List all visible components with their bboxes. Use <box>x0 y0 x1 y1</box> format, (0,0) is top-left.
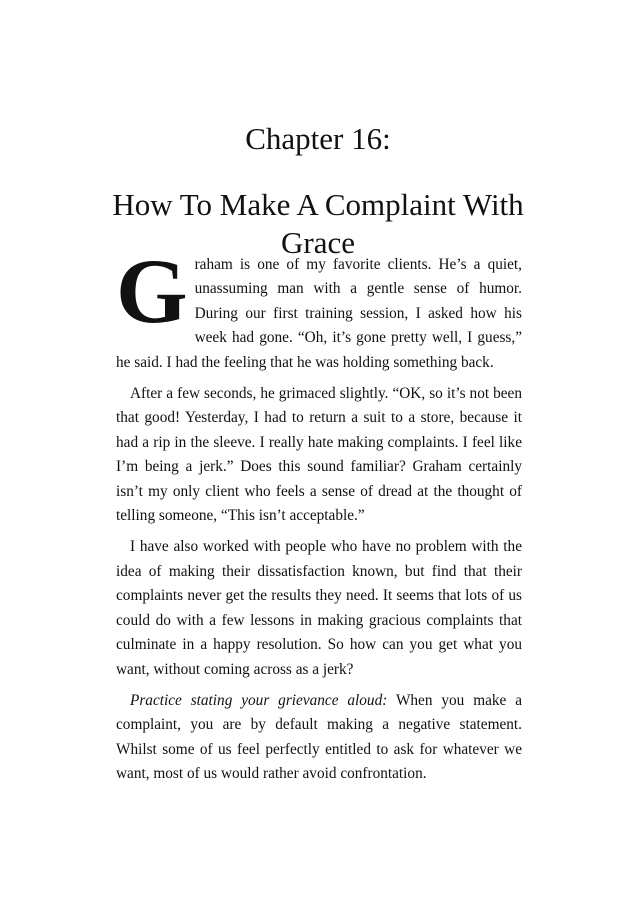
chapter-number: Chapter 16: <box>245 120 391 156</box>
paragraph-4-text: When you make a complaint, you are by default making a negative statement. Whilst some of us feel perfectly entitled to ask for whatever we want, most of us would rather avoid confrontation. <box>116 691 523 783</box>
drop-cap: G <box>116 240 188 342</box>
chapter-body <box>116 240 523 787</box>
paragraph-3: I have also worked with people who have no problem with the idea of making their dissatisfaction known, but find that their complaints never get the results they need. It seems that lots of us could do with a few lessons in making gracious complaints that culminate in a happy resolution. So how can you get what you want, without coming across as a jerk? <box>116 538 522 678</box>
paragraph-1 <box>116 240 522 375</box>
paragraph-4 <box>116 689 522 787</box>
italic-lead: Practice stating your grievance aloud: <box>130 691 388 709</box>
paragraph-2: After a few seconds, he grimaced slightly. “OK, so it’s not been that good! Yesterday, I had to return a suit to a store, because it had a rip in the sleeve. I really hate making complaints. I feel like I’m being a jerk.” Does this sound familiar? Graham certainly isn’t my only client who feels a sense of dread at the thought of telling someone, “This isn’t acceptable.” <box>116 385 522 525</box>
paragraph-1-text: raham is one of my favorite clients. He’s a quiet, unassuming man with a gentle sense of humor. During our first training session, I asked how his week had gone. “Oh, it’s gone pretty well, I guess,” he said. I had the feeling that he was holding something back. <box>116 256 522 371</box>
chapter-title: How To Make A Complaint With Grace <box>112 186 524 260</box>
